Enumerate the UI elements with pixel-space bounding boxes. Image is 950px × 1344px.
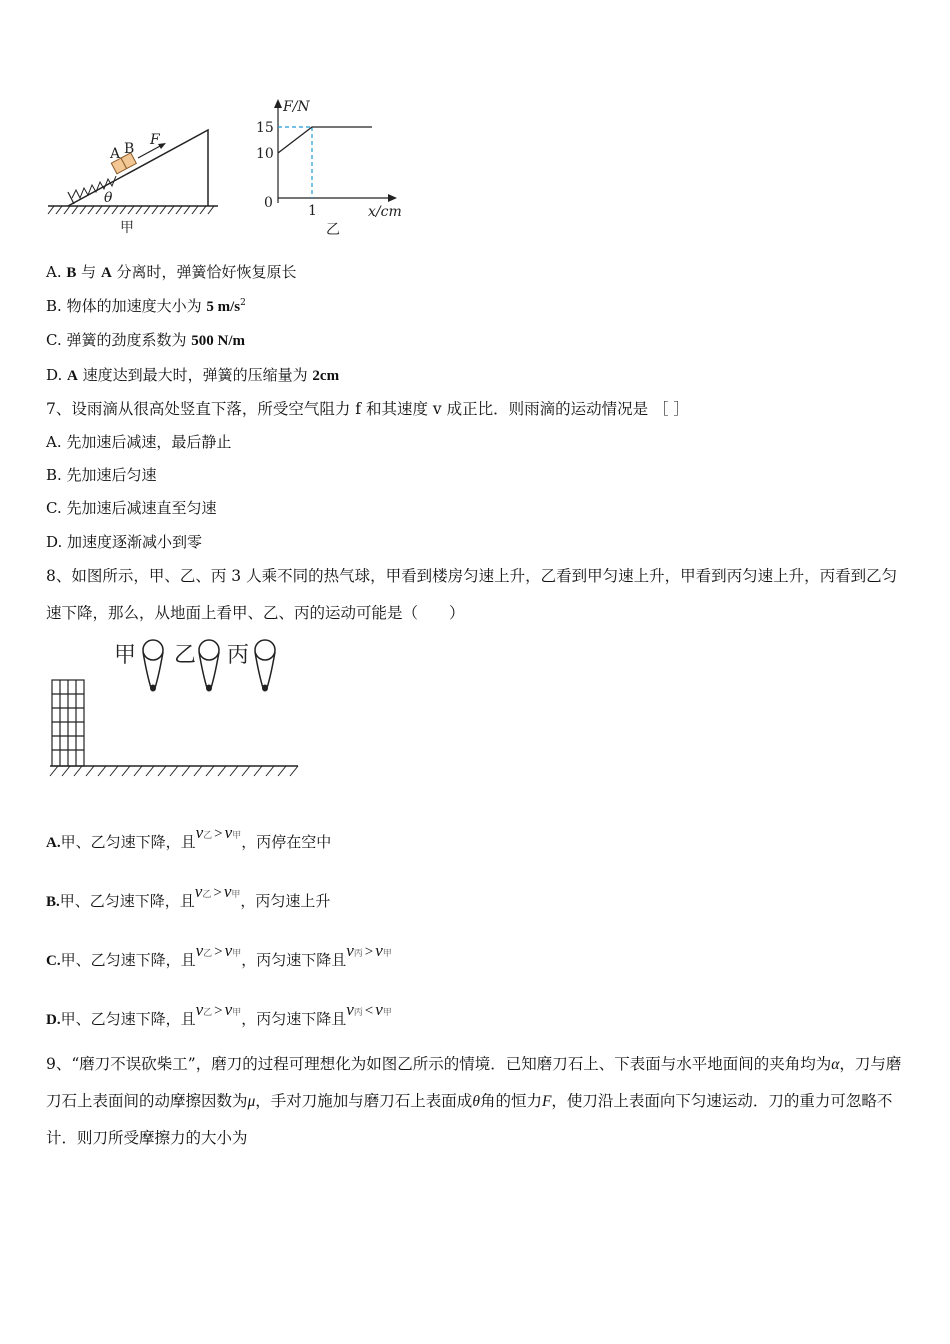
q7-stem: 7、设雨滴从很高处竖直下落，所受空气阻力 f 和其速度 v 成正比．则雨滴的运动情况是 ［ ］ <box>46 400 689 418</box>
q6-option-d: D. A 速度达到最大时，弹簧的压缩量为 2cm <box>46 366 340 384</box>
figure-force-graph <box>250 95 420 240</box>
q8-option-d: D.甲、乙匀速下降，且v乙 > v甲，丙匀速下降且v丙 < v甲 <box>46 1000 392 1028</box>
q7-option-b: B. 先加速后匀速 <box>46 466 157 484</box>
label-a: A <box>110 146 121 162</box>
label-force: F <box>150 132 160 148</box>
origin-label: 0 <box>264 195 273 211</box>
label-theta: θ <box>104 190 113 206</box>
q8-option-b: B.甲、乙匀速下降，且v乙 > v甲，丙匀速上升 <box>46 882 331 910</box>
balloon-label-jia: 甲 <box>114 643 137 668</box>
label-b: B <box>124 141 135 157</box>
q7-option-d: D. 加速度逐渐减小到零 <box>46 533 203 551</box>
balloon-label-yi: 乙 <box>174 643 197 668</box>
q6-option-b: B. 物体的加速度大小为 5 $m/s^2$ <box>46 297 246 315</box>
x-axis-label: x/cm <box>368 204 402 220</box>
q8-stem-line2: 速下降，那么，从地面上看甲、乙、丙的运动可能是（ ） <box>46 604 465 622</box>
q7-option-a: A. 先加速后减速，最后静止 <box>46 433 232 451</box>
x-tick-1: 1 <box>308 203 317 219</box>
q8-stem-line1: 8、如图所示，甲、乙、丙 3 人乘不同的热气球，甲看到楼房匀速上升，乙看到甲匀速上升，甲看到丙匀速上升，丙看到乙匀 <box>46 567 898 585</box>
q6-option-a: A. B 与 A 分离时，弹簧恰好恢复原长 <box>46 263 297 281</box>
q7-option-c: C. 先加速后减速直至匀速 <box>46 499 217 517</box>
balloon-label-bing: 丙 <box>227 643 250 668</box>
q8-option-a: A.甲、乙匀速下降，且v乙 > v甲，丙停在空中 <box>46 823 332 851</box>
caption-jia: 甲 <box>120 220 134 236</box>
caption-yi: 乙 <box>326 222 340 238</box>
y-axis-label: F/N <box>283 99 310 115</box>
q8-option-c: C.甲、乙匀速下降，且v乙 > v甲，丙匀速下降且v丙 > v甲 <box>46 941 392 969</box>
q9-stem: 9、“磨刀不误砍柴工”，磨刀的过程可理想化为如图乙所示的情境．已知磨刀石上、下表面与水平地面间的夹角均为α，刀与磨刀石上表面间的动摩擦因数为μ，手对刀施加与磨刀石上表面成θ角的恒力F，使刀沿上表面向下匀速运动．刀的重力可忽略不计．则刀所受摩擦力的大小为 <box>46 1055 902 1147</box>
figure-incline <box>40 118 230 238</box>
y-tick-15: 15 <box>256 120 274 136</box>
y-tick-10: 10 <box>256 146 274 162</box>
q6-option-c: C. 弹簧的劲度系数为 500 N/m <box>46 331 246 349</box>
figure-balloons <box>46 630 306 780</box>
